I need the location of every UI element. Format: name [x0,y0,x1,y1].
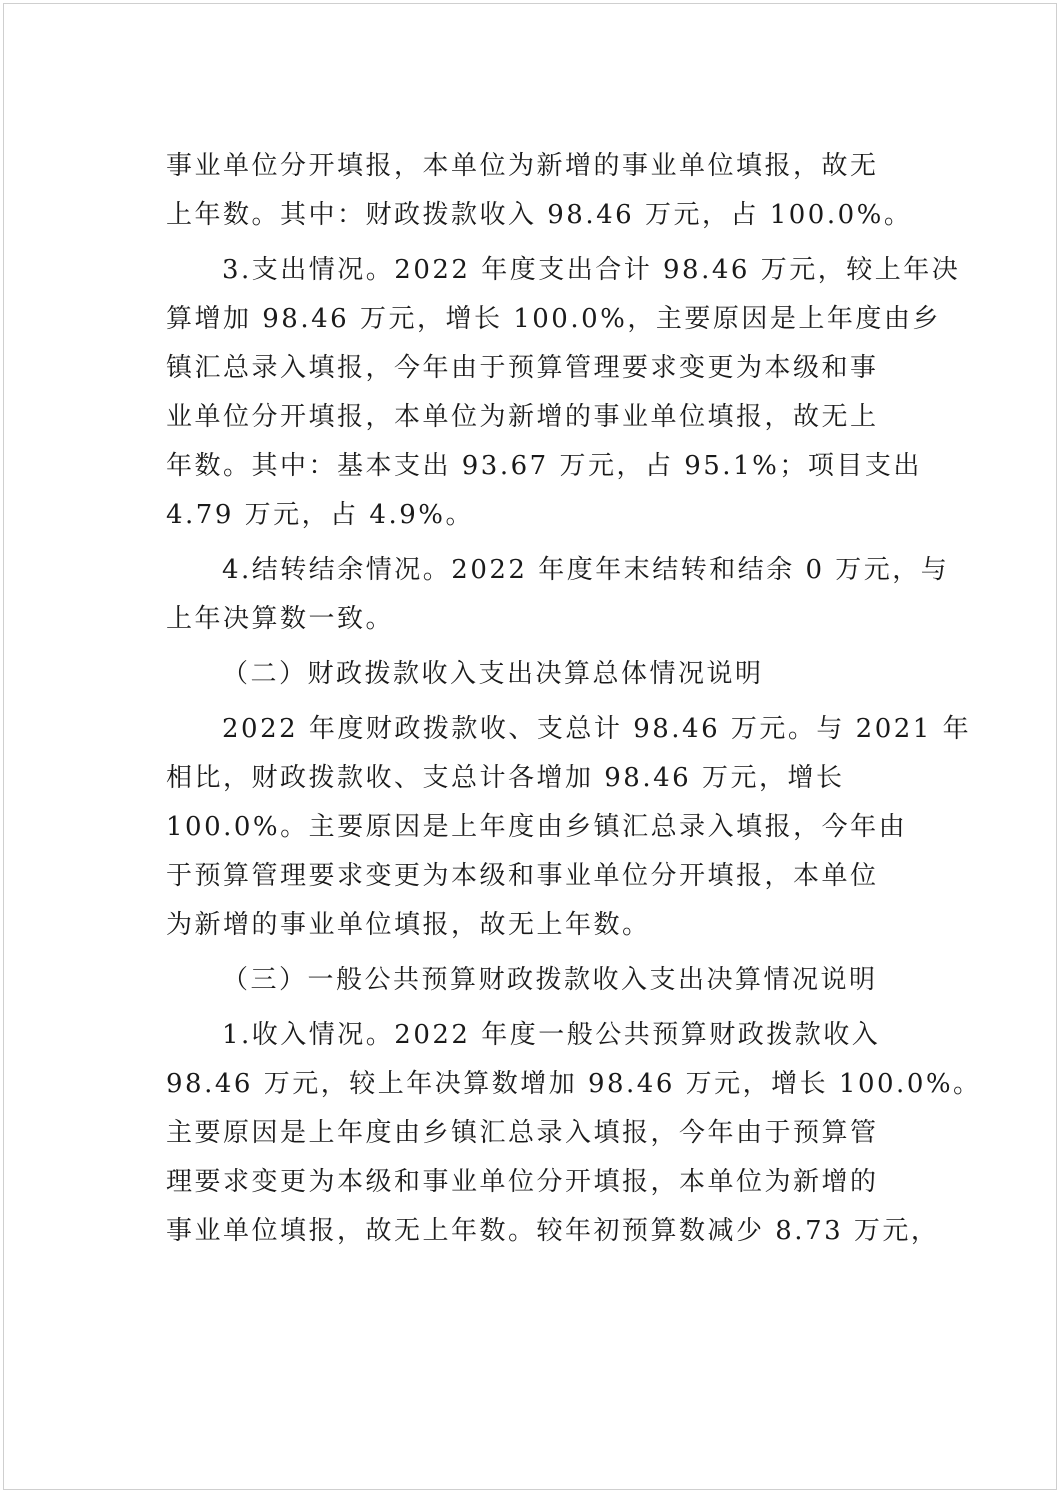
text-line: 镇汇总录入填报，今年由于预算管理要求变更为本级和事 [166,353,879,383]
text-line: 2022 年度财政拨款收、支总计 98.46 万元。与 2021 年 [222,714,972,744]
text-line: 相比，财政拨款收、支总计各增加 98.46 万元，增长 [166,763,845,793]
paragraph-expenditure [166,246,961,540]
text-line: 4.结转结余情况。2022 年度年末结转和结余 0 万元，与 [222,555,950,585]
text-line: 1.收入情况。2022 年度一般公共预算财政拨款收入 [222,1020,881,1050]
text-line: 业单位分开填报，本单位为新增的事业单位填报，故无上 [166,402,879,432]
text-line: 上年决算数一致。 [166,604,395,634]
text-line: 理要求变更为本级和事业单位分开填报，本单位为新增的 [166,1167,879,1197]
text-line: 年数。其中：基本支出 93.67 万元，占 95.1%；项目支出 [166,451,922,481]
text-line: 算增加 98.46 万元，增长 100.0%，主要原因是上年度由乡 [166,304,941,334]
text-line: 于预算管理要求变更为本级和事业单位分开填报，本单位 [166,861,879,891]
text-line: 100.0%。主要原因是上年度由乡镇汇总录入填报，今年由 [166,812,908,842]
section-heading-2 [166,650,896,699]
paragraph-general-budget-income [166,1011,982,1256]
section-heading-3 [166,956,896,1005]
text-line: 事业单位分开填报，本单位为新增的事业单位填报，故无 [166,151,879,181]
paragraph-income-continuation [166,142,913,240]
text-line: 4.79 万元，占 4.9%。 [166,500,474,530]
text-line: 为新增的事业单位填报，故无上年数。 [166,910,651,940]
section-heading-text: （二）财政拨款收入支出决算总体情况说明 [222,659,764,689]
text-line: 主要原因是上年度由乡镇汇总录入填报，今年由于预算管 [166,1118,879,1148]
paragraph-fiscal-overview [166,705,972,950]
section-heading-text: （三）一般公共预算财政拨款收入支出决算情况说明 [222,965,878,995]
paragraph-carryover [166,546,950,644]
text-line: 98.46 万元，较上年决算数增加 98.46 万元，增长 100.0%。 [166,1069,982,1099]
text-line: 3.支出情况。2022 年度支出合计 98.46 万元，较上年决 [222,255,961,285]
text-line: 上年数。其中：财政拨款收入 98.46 万元，占 100.0%。 [166,200,913,230]
document-body [166,142,982,1262]
text-line: 事业单位填报，故无上年数。较年初预算数减少 8.73 万元， [166,1216,940,1246]
